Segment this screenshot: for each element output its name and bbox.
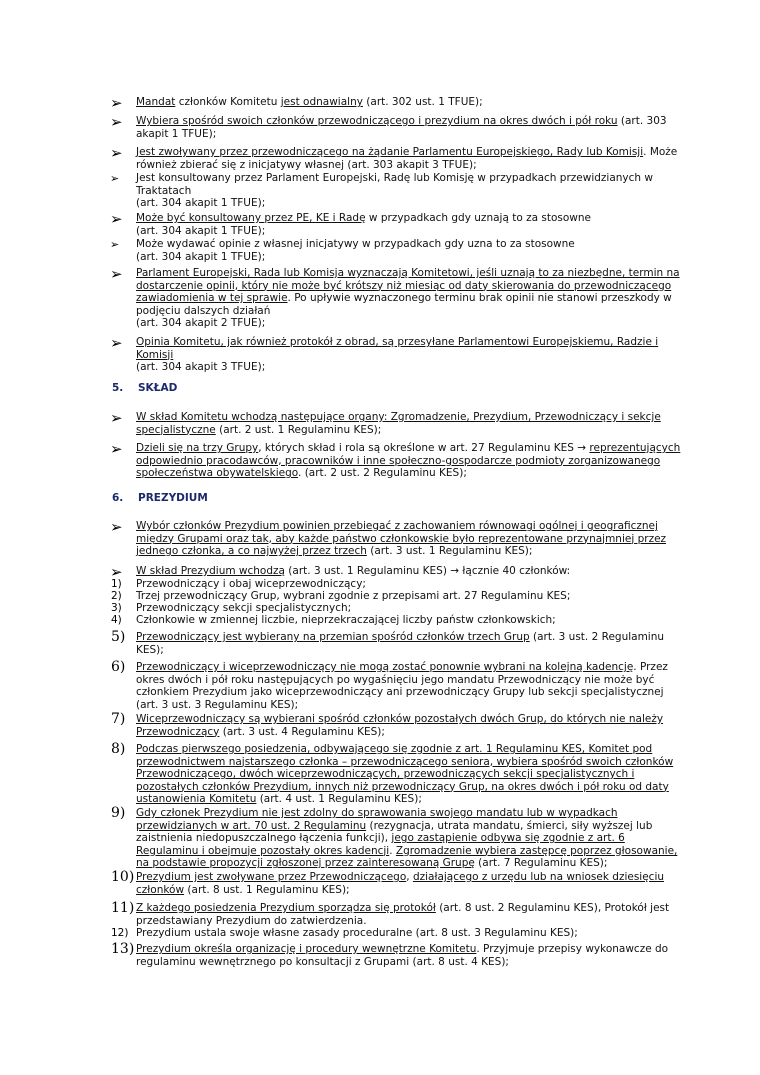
text-line: [136, 915, 674, 928]
item-text: Trzej przewodniczący Grup, wybrani zgodnie z przepisami art. 27 Regulaminu KES;: [136, 590, 571, 602]
plain-text: (art. 303: [617, 115, 667, 127]
plain-text: zaistnienia niedopuszczalnego łączenia funkcji),: [136, 832, 392, 845]
arrow-bullet-icon: ➢: [110, 334, 123, 352]
item-text: [136, 115, 674, 140]
plain-text: . (art. 2 ust. 2 Regulaminu KES);: [298, 467, 467, 480]
item-text: [136, 238, 674, 263]
item-number: 3): [111, 602, 122, 614]
text-line: [136, 185, 674, 198]
item-number: 8): [111, 741, 126, 757]
plain-text: przedstawiany Prezydium do zatwierdzenia.: [136, 914, 367, 927]
underlined-text: Przewodniczącego, dwóch wiceprzewodniczących, przewodniczących sekcji specjalistycznych i: [136, 768, 635, 781]
text-line: [136, 644, 674, 657]
text-line: [136, 726, 674, 739]
plain-text: (art. 3 ust. 1 Regulaminu KES) → łącznie 40 członków:: [284, 565, 571, 577]
item-text: [136, 96, 674, 109]
item-text: [136, 172, 674, 210]
plain-text: . Może: [643, 146, 678, 158]
plain-text: (rezygnacja, utrata mandatu, śmierci, siły wyższej lub: [366, 819, 653, 832]
plain-text: (art. 304 akapit 2 TFUE);: [136, 317, 266, 330]
underlined-text: Wiceprzewodniczący są wybierani spośród członków pozostałych dwóch Grup, do których nie należy: [136, 713, 664, 725]
text-line: [136, 832, 674, 845]
text-line: [136, 857, 674, 870]
underlined-text: Przewodniczący i wiceprzewodniczący nie mogą zostać ponownie wybrani na kolejną kadencję: [136, 661, 634, 673]
plain-text: . Przyjmuje przepisy wykonawcze do: [476, 943, 669, 955]
underlined-text: społeczeństwa obywatelskiego: [136, 467, 299, 480]
plain-text: (art. 2 ust. 1 Regulaminu KES);: [215, 423, 382, 436]
text-line: [136, 884, 674, 897]
text-line: [136, 871, 674, 884]
plain-text: (art. 3 ust. 4 Regulaminu KES);: [219, 725, 385, 738]
section-number: 5.: [112, 382, 124, 394]
item-text: [136, 212, 674, 237]
item-text: [136, 807, 678, 870]
item-text: [136, 661, 674, 711]
item-number: 4): [111, 614, 122, 626]
plain-text: okres dwóch i pół roku następujących po wygaśnięciu jego mandatu Przewodniczący nie może być: [136, 673, 655, 686]
underlined-text: przewodnictwem najstarszego członka – przewodniczącego seniora, wybiera spośród swoich członków: [136, 755, 674, 768]
item-text: [136, 871, 674, 896]
text-line: [136, 146, 678, 159]
section-title: SKŁAD: [138, 382, 178, 394]
underlined-text: dostarczenie opinii, który nie może być krótszy niż miesiąc od daty skierowania do przewodniczącego: [136, 279, 672, 292]
item-text: [136, 743, 674, 806]
underlined-text: Wybór członków Prezydium powinien przebiegać z zachowaniem równowagi ogólnej i geograficznej: [136, 520, 658, 532]
text-line: [136, 768, 674, 781]
section-heading-sklad: [112, 382, 177, 394]
plain-text: Może wydawać opinie z własnej inicjatywy w przypadkach gdy uzna to za stosowne: [136, 238, 575, 250]
section-number: 6.: [112, 492, 124, 504]
item-text: [136, 713, 674, 738]
underlined-text: Przewodniczący jest wybierany na przemian spośród członków trzech Grup: [136, 631, 530, 643]
plain-text: (art. 8 ust. 1 Regulaminu KES);: [184, 883, 350, 896]
arrow-bullet-icon: ➢: [110, 144, 123, 162]
plain-text: .: [389, 844, 396, 857]
text-line: [136, 520, 674, 533]
item-text: Przewodniczący sekcji specjalistycznych;: [136, 602, 352, 614]
text-line: [136, 956, 674, 969]
item-text: [136, 411, 674, 436]
text-line: [136, 713, 674, 726]
text-line: [136, 336, 674, 349]
underlined-text: przewidzianych w art. 70 ust. 2 Regulaminu: [136, 819, 367, 832]
item-text: [136, 565, 674, 578]
text-line: [136, 172, 674, 185]
item-text: [136, 927, 674, 940]
text-line: [136, 305, 674, 318]
item-text: [136, 902, 674, 927]
plain-text: (art. 302 ust. 1 TFUE);: [362, 96, 483, 108]
text-line: [136, 743, 674, 756]
text-line: [136, 902, 674, 915]
item-number: 7): [111, 711, 126, 727]
text-line: [136, 686, 674, 699]
item-number: 5): [111, 629, 126, 645]
underlined-text: Podczas pierwszego posiedzenia, odbywającego się zgodnie z art. 1 Regulaminu KES, Komitet pod: [136, 743, 653, 755]
text-line: [136, 565, 674, 578]
item-number: 6): [111, 659, 126, 675]
text-line: [136, 238, 674, 251]
arrow-bullet-icon: ➢: [110, 210, 123, 228]
plain-text: . Przez: [633, 661, 668, 673]
underlined-text: Parlament Europejski, Rada lub Komisja wyznaczają Komitetowi, jeśli uznają to za niezbędne, termin na: [136, 267, 680, 279]
underlined-text: Regulaminu i obejmuje pozostały okres kadencji: [136, 844, 390, 857]
text-line: [136, 424, 674, 437]
plain-text: (art. 3 ust. 1 Regulaminu KES);: [366, 545, 533, 558]
text-line: [136, 455, 674, 468]
plain-text: (art. 8 ust. 2 Regulaminu KES), Protokół jest: [435, 902, 670, 914]
plain-text: Prezydium ustala swoje własne zasady proceduralne (art. 8 ust. 3 Regulaminu KES);: [136, 927, 578, 939]
plain-text: ,: [406, 871, 413, 883]
text-line: [136, 674, 674, 687]
arrow-bullet-icon: ➢: [110, 113, 123, 131]
plain-text: w przypadkach gdy uznają to za stosowne: [365, 212, 591, 224]
item-text: [136, 520, 674, 558]
text-line: [136, 411, 674, 424]
item-text: [136, 267, 680, 330]
underlined-text: Zgromadzenie wybiera zastępcę poprzez głosowanie,: [395, 844, 678, 857]
underlined-text: W skład Prezydium wchodzą: [136, 565, 285, 577]
underlined-text: pozostałych członków Prezydium, innych niż przewodniczący Grup, na okres dwóch i pół roku od daty: [136, 780, 669, 793]
arrow-bullet-icon: ➢: [110, 265, 123, 283]
underlined-text: jest odnawialny: [280, 96, 363, 108]
underlined-text: specjalistyczne: [136, 423, 216, 436]
item-number: 12): [111, 927, 129, 939]
underlined-text: Gdy członek Prezydium nie jest zdolny do sprawowania swojego mandatu lub w wypadkach: [136, 807, 618, 819]
plain-text: . Po upływie wyznaczonego terminu brak opinii nie stanowi przeszkody w: [287, 292, 672, 305]
text-line: [136, 267, 680, 280]
item-text: [136, 631, 674, 656]
text-line: [136, 159, 674, 172]
plain-text: (art. 3 ust. 2 Regulaminu: [529, 631, 665, 643]
text-line: [136, 793, 674, 806]
text-line: [136, 844, 678, 858]
arrow-bullet-icon: ➢: [110, 172, 120, 185]
underlined-text: Prezydium jest zwoływane przez Przewodniczącego: [136, 871, 407, 883]
plain-text: (art. 3 ust. 3 Regulaminu KES);: [136, 698, 299, 711]
plain-text: Jest konsultowany przez Parlament Europejski, Radę lub Komisję w przypadkach przewidzianych w: [136, 172, 653, 184]
item-text: Członkowie w zmiennej liczbie, nieprzekraczającej liczby państw członkowskich;: [136, 614, 556, 626]
underlined-text: działającego z urzędu lub na wniosek dziesięciu: [412, 871, 665, 883]
plain-text: również zbierać się z inicjatywy własnej (art. 303 akapit 3 TFUE);: [136, 158, 477, 171]
item-number: 1): [111, 578, 122, 590]
underlined-text: odpowiednio pracodawców, pracowników i inne społeczno-gospodarcze podmioty zorganizowanego: [136, 454, 661, 467]
item-number: 11): [111, 900, 135, 916]
plain-text: (art. 304 akapit 1 TFUE);: [136, 224, 266, 237]
arrow-bullet-icon: ➢: [110, 518, 123, 536]
arrow-bullet-icon: ➢: [110, 238, 120, 251]
arrow-bullet-icon: ➢: [110, 440, 123, 458]
item-text: [136, 943, 674, 968]
arrow-bullet-icon: ➢: [110, 94, 123, 112]
text-line: [136, 927, 674, 940]
underlined-text: Może być konsultowany przez PE, KE i Radę: [136, 212, 366, 224]
plain-text: KES);: [136, 643, 164, 656]
text-line: [136, 661, 674, 674]
item-number: 2): [111, 590, 122, 602]
item-text: [136, 146, 678, 171]
underlined-text: Przewodniczący: [136, 725, 220, 738]
text-line: [136, 361, 674, 374]
plain-text: (art. 7 Regulaminu KES);: [474, 857, 608, 870]
underlined-text: reprezentujących: [589, 442, 681, 454]
text-line: [136, 317, 674, 330]
text-line: [136, 280, 674, 293]
item-text: [136, 336, 674, 374]
underlined-text: Prezydium określa organizację i procedury wewnętrzne Komitetu: [136, 943, 477, 955]
item-number: 10): [111, 869, 135, 885]
plain-text: członkiem Prezydium jako wiceprzewodniczący ani przewodniczący Grupy lub sekcji specjalistycznej: [136, 686, 664, 699]
text-line: [136, 292, 674, 305]
underlined-text: Wybiera spośród swoich członków przewodniczącego i prezydium na okres dwóch i pół roku: [136, 115, 618, 127]
text-line: [136, 943, 674, 956]
underlined-text: Komisji: [136, 348, 174, 361]
text-line: [136, 533, 674, 546]
underlined-text: jego zastąpienie odbywa się zgodnie z art. 6: [391, 832, 625, 845]
arrow-bullet-icon: ➢: [110, 409, 123, 427]
text-line: [136, 442, 681, 455]
section-title: PREZYDIUM: [138, 492, 208, 504]
text-line: [136, 115, 674, 128]
underlined-text: zawiadomienia w tej sprawie: [136, 292, 288, 305]
text-line: [136, 699, 674, 712]
underlined-text: Dzieli się na trzy Grupy: [136, 442, 259, 454]
plain-text: (art. 4 ust. 1 Regulaminu KES);: [256, 793, 422, 806]
underlined-text: jednego członka, a co najwyżej przez trzech: [136, 545, 367, 558]
underlined-text: Mandat: [136, 96, 176, 108]
text-line: [136, 467, 674, 480]
text-line: [136, 545, 674, 558]
plain-text: regulaminu wewnętrznego po konsultacji z Grupami (art. 8 ust. 4 KES);: [136, 955, 509, 968]
text-line: [136, 251, 674, 264]
plain-text: akapit 1 TFUE);: [136, 127, 217, 140]
plain-text: (art. 304 akapit 1 TFUE);: [136, 250, 266, 263]
plain-text: , których skład i rola są określone w art. 27 Regulaminu KES →: [258, 442, 590, 454]
plain-text: (art. 304 akapit 1 TFUE);: [136, 197, 266, 210]
text-line: [136, 807, 674, 820]
item-number: 9): [111, 805, 126, 821]
underlined-text: Z każdego posiedzenia Prezydium sporządza się protokół: [136, 902, 436, 914]
arrow-bullet-icon: ➢: [110, 563, 123, 581]
item-number: 13): [111, 941, 135, 957]
underlined-text: między Grupami oraz tak, aby każde państwo członkowskie było reprezentowane przynajmniej przez: [136, 532, 667, 545]
text-line: [136, 631, 674, 644]
underlined-text: Jest zwoływany przez przewodniczącego na żądanie Parlamentu Europejskiego, Rady lub Komisji: [136, 146, 644, 158]
item-text: Przewodniczący i obaj wiceprzewodniczący;: [136, 578, 366, 590]
plain-text: podjęciu dalszych działań: [136, 304, 271, 317]
underlined-text: Opinia Komitetu, jak również protokół z obrad, są przesyłane Parlamentowi Europejskiemu, Radzie i: [136, 336, 659, 348]
text-line: [136, 128, 674, 141]
item-text: [136, 442, 681, 480]
plain-text: członków Komitetu: [175, 96, 281, 108]
underlined-text: na podstawie propozycji zgłoszonej przez zainteresowaną Grupę: [136, 857, 475, 870]
text-line: [136, 197, 674, 210]
underlined-text: członków: [136, 883, 185, 896]
text-line: [136, 225, 674, 238]
text-line: [136, 781, 674, 794]
text-line: [136, 349, 674, 362]
underlined-text: ustanowienia Komitetu: [136, 793, 257, 806]
plain-text: (art. 304 akapit 3 TFUE);: [136, 361, 266, 374]
text-line: [136, 820, 674, 833]
text-line: [136, 212, 674, 225]
plain-text: Traktatach: [136, 184, 192, 197]
text-line: [136, 96, 674, 109]
text-line: [136, 756, 674, 769]
section-heading-prezydium: [112, 492, 208, 504]
underlined-text: W skład Komitetu wchodzą następujące organy: Zgromadzenie, Prezydium, Przewodniczący i sekcje: [136, 411, 661, 423]
